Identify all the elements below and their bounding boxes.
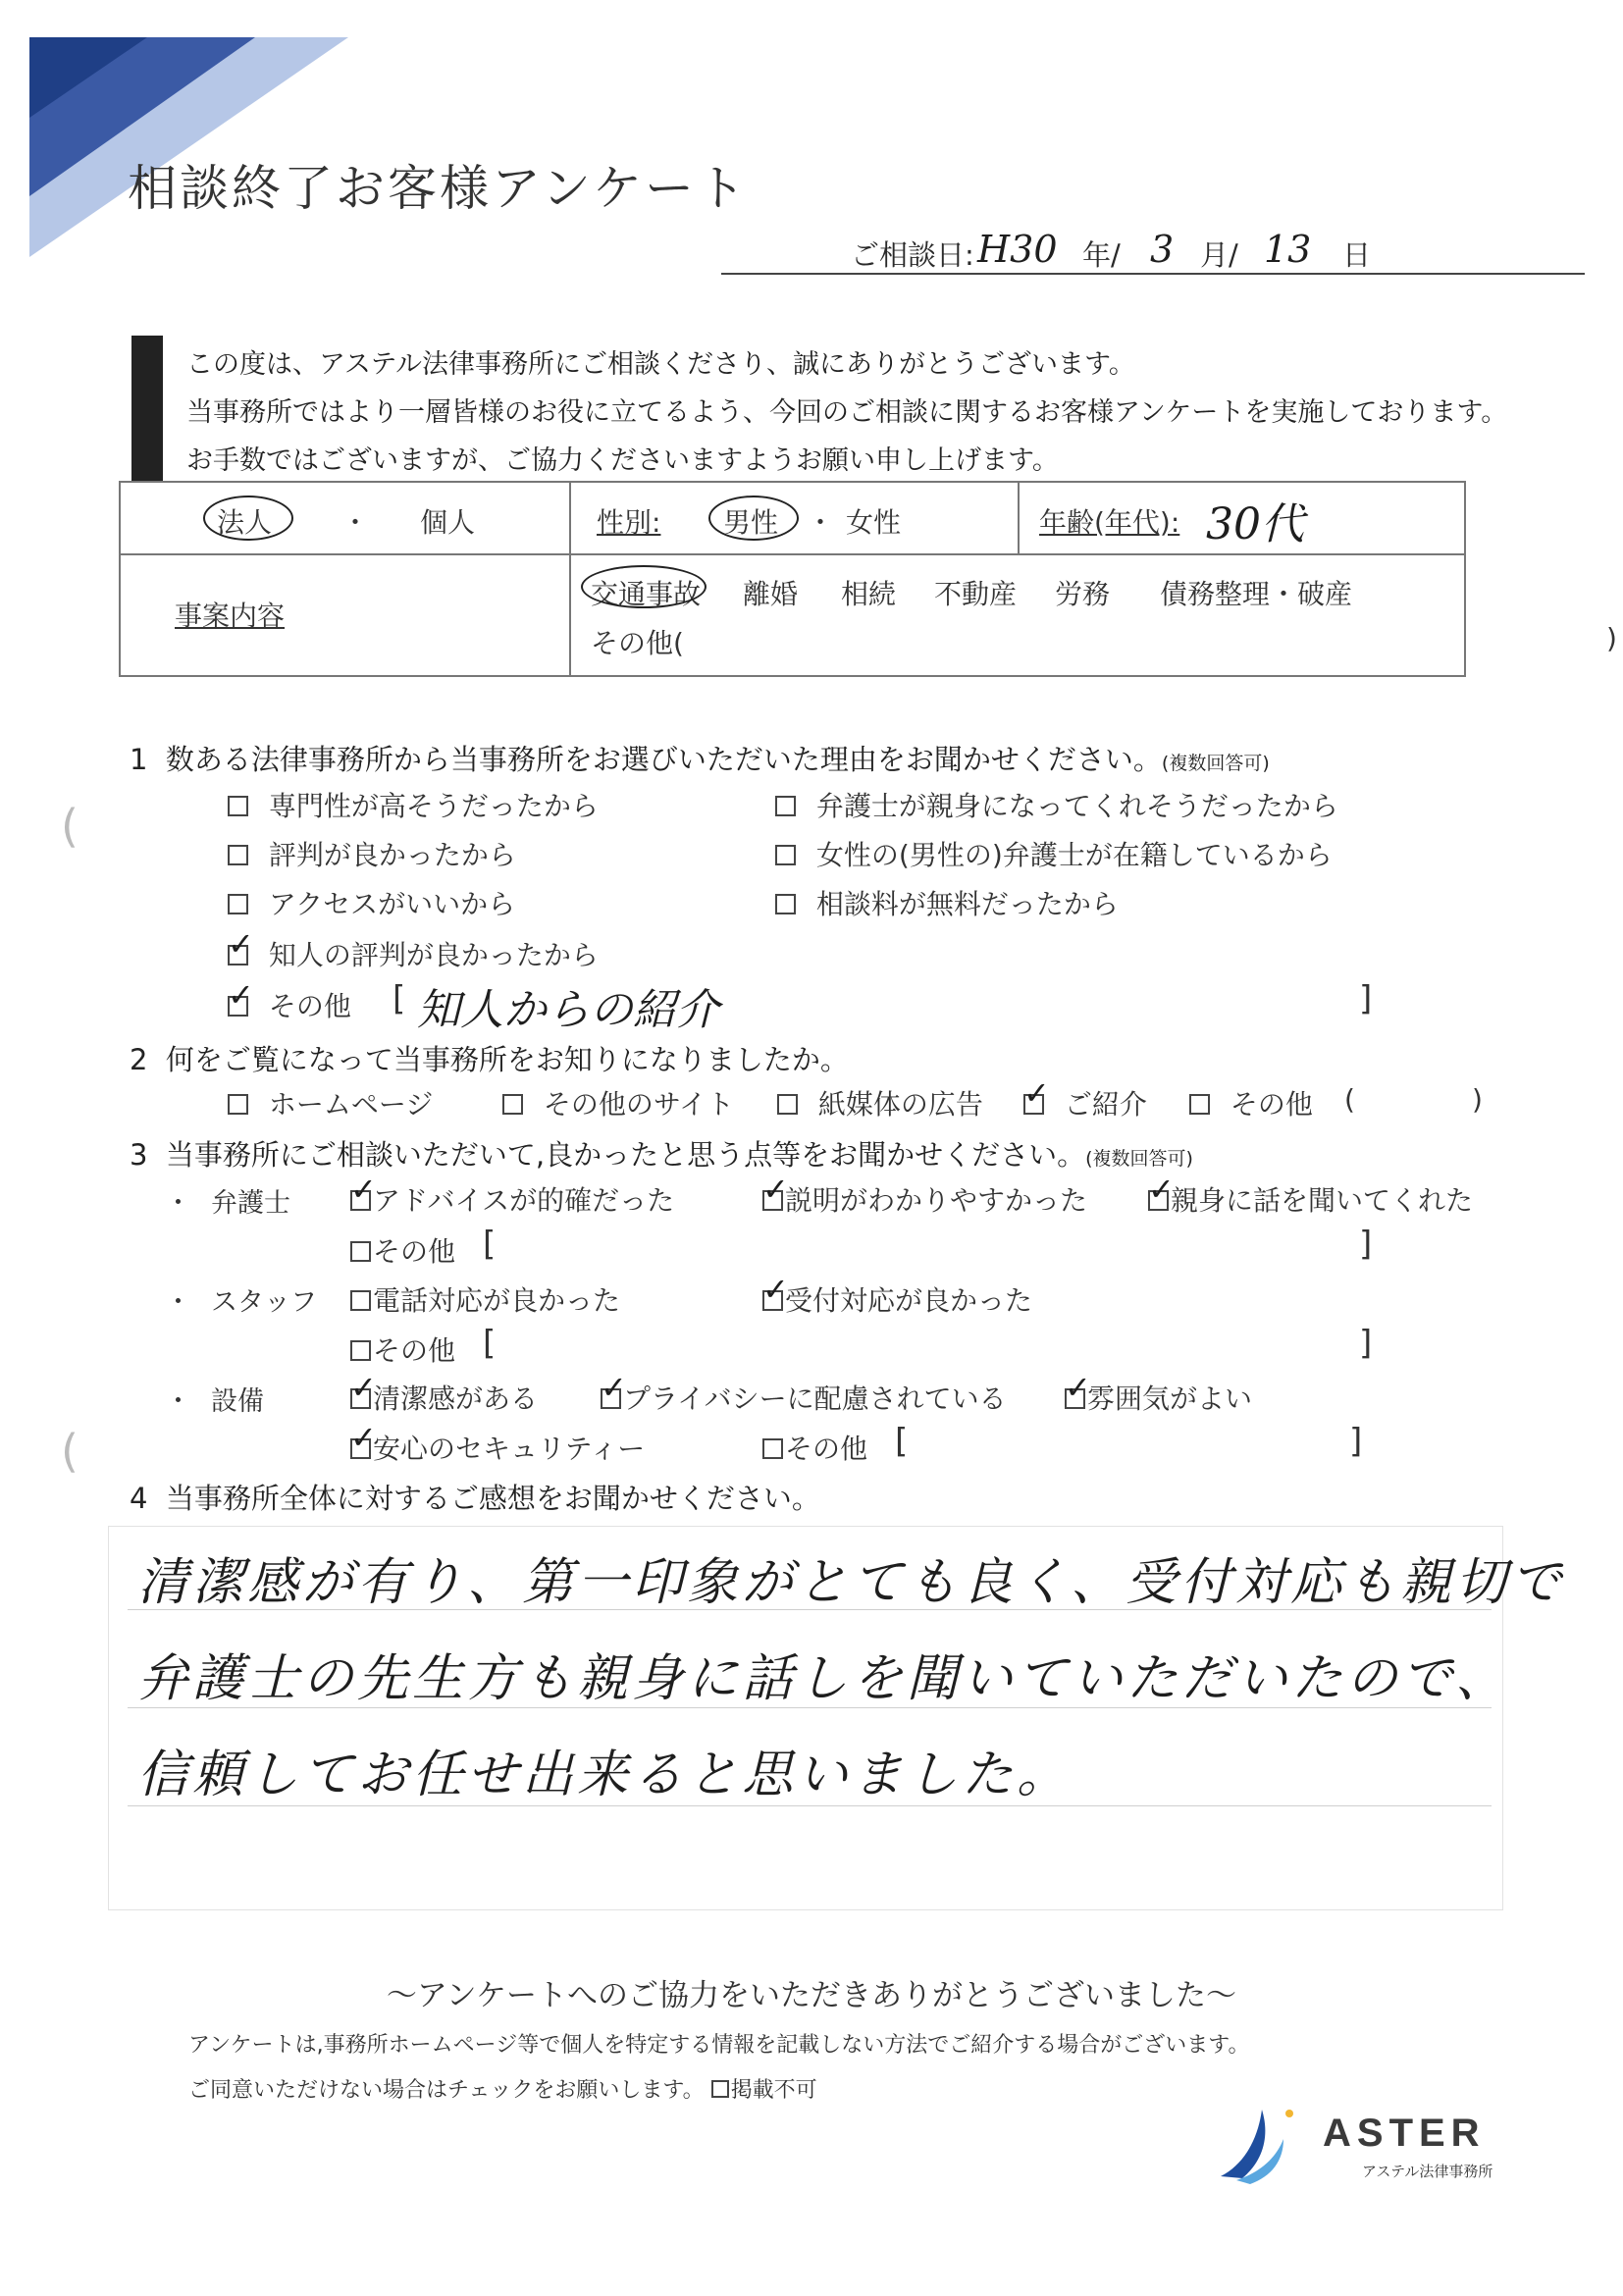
q1-other-bracket-close: ]	[1359, 979, 1373, 1018]
q2-option[interactable]	[777, 1083, 983, 1122]
bracket-open: [	[483, 1225, 497, 1264]
checkbox[interactable]	[502, 1094, 523, 1115]
footer-thanks: 〜アンケートへのご協力をいただきありがとうございました〜	[386, 1978, 1237, 2013]
q2-option-label: 紙媒体の広告	[817, 1088, 983, 1121]
bullet: ・	[165, 1188, 191, 1219]
q1-option-label: 女性の(男性の)弁護士が在籍しているから	[815, 839, 1333, 871]
footer-note-1: アンケートは,事務所ホームページ等で個人を特定する情報を記載しない方法でご紹介する場合がございます。	[188, 2033, 1250, 2058]
q1-option-label: 弁護士が親身になってくれそうだったから	[815, 790, 1338, 822]
q3-option-label: プライバシーに配慮されている	[623, 1383, 1007, 1415]
checkbox-checked[interactable]: ✓	[1023, 1094, 1044, 1115]
q4-text: 当事務所全体に対するご感想をお聞かせください。	[165, 1482, 820, 1515]
q3-option-label: 雰囲気がよい	[1087, 1383, 1253, 1415]
entity-selected-circle	[203, 496, 293, 541]
q1-option-label: 知人の評判が良かったから	[268, 939, 599, 971]
checkbox[interactable]	[350, 1340, 371, 1361]
q1-option[interactable]	[775, 834, 1333, 873]
intro-accent-bar	[131, 336, 163, 483]
q3-lawyer-label: 弁護士	[211, 1188, 290, 1219]
q1-question	[130, 738, 1270, 778]
q1-other-bracket-open: [	[393, 979, 406, 1018]
q1-option-label: 専門性が高そうだったから	[268, 790, 599, 822]
bracket-close: ]	[1349, 1422, 1363, 1461]
checkbox[interactable]	[775, 845, 796, 865]
age-label: 年齢(年代):	[1039, 506, 1180, 539]
q4-number: 4	[130, 1482, 148, 1515]
q2-option-label: その他のサイト	[543, 1088, 734, 1121]
q3-staff-label: スタッフ	[211, 1287, 317, 1318]
q2-option[interactable]	[228, 1083, 433, 1122]
q3-option[interactable]	[1148, 1170, 1474, 1219]
bracket-open: [	[895, 1422, 909, 1461]
entity-cell	[120, 482, 570, 554]
q3-option[interactable]	[350, 1230, 455, 1270]
case-label: 事案内容	[175, 600, 286, 632]
q3-facility-label: 設備	[211, 1386, 264, 1417]
q3-option[interactable]	[350, 1368, 539, 1417]
q1-option[interactable]	[228, 924, 599, 973]
checkbox[interactable]	[777, 1094, 798, 1115]
q1-option-label: その他	[268, 990, 351, 1022]
bullet: ・	[165, 1287, 191, 1318]
q4-answer-line-2: 弁護士の先生方も親身に話しを聞いていただいたので、	[137, 1649, 1510, 1708]
aster-logo-name: ASTER	[1323, 2112, 1486, 2155]
q3-option-label: 親身に話を聞いてくれた	[1171, 1184, 1474, 1217]
q4-answer-line-3: 信頼してお任せ出来ると思いました。	[137, 1746, 1073, 1804]
q2-option-label: ホームページ	[268, 1088, 434, 1121]
q1-option[interactable]	[228, 785, 599, 824]
entity-individual[interactable]: 個人	[420, 506, 476, 539]
page-title: 相談終了お客様アンケート	[128, 160, 749, 217]
checkbox-checked[interactable]: ✓	[228, 996, 248, 1017]
q3-option[interactable]	[1065, 1368, 1253, 1417]
entity-corp[interactable]: 法人	[217, 506, 273, 539]
bracket-open: [	[483, 1324, 497, 1363]
case-debt[interactable]: 債務整理・破産	[1160, 578, 1353, 610]
q3-option-label: 電話対応が良かった	[373, 1284, 621, 1317]
aster-logo-sub: アステル法律事務所	[1362, 2163, 1493, 2180]
q3-text: 当事務所にご相談いただいて,良かったと思う点等をお聞かせください。	[165, 1138, 1086, 1172]
q3-option-label: アドバイスが的確だった	[373, 1184, 675, 1217]
q2-other-open: (	[1344, 1083, 1355, 1116]
checkbox-checked[interactable]: ✓	[601, 1388, 621, 1409]
q3-option[interactable]	[350, 1330, 455, 1369]
checkbox[interactable]	[775, 796, 796, 816]
checkbox[interactable]	[1189, 1094, 1210, 1115]
intro-line-2: 当事務所ではより一層皆様のお役に立てるよう、今回のご相談に関するお客様アンケートを実施しております。	[186, 397, 1508, 428]
no-publish-label: 掲載不可	[730, 2078, 817, 2103]
day-unit: 日	[1342, 238, 1372, 272]
q2-other-close: )	[1472, 1083, 1483, 1116]
margin-mark: (	[61, 800, 79, 853]
margin-mark: (	[61, 1425, 79, 1478]
checkbox-checked[interactable]: ✓	[350, 1438, 371, 1459]
q4-answer-line-1: 清潔感が有り、第一印象がとても良く、受付対応も親切で	[137, 1553, 1565, 1612]
gender-label: 性別:	[597, 506, 661, 539]
age-value[interactable]: 30代	[1206, 499, 1304, 549]
q1-option[interactable]	[775, 785, 1338, 824]
q2-option[interactable]	[502, 1083, 734, 1122]
q1-option[interactable]	[775, 883, 1119, 922]
case-other-open[interactable]: その他(	[591, 627, 684, 659]
case-label-cell	[120, 554, 570, 676]
gender-sep: ・	[807, 506, 835, 539]
q3-option-label: 説明がわかりやすかった	[785, 1184, 1088, 1217]
checkbox[interactable]	[775, 894, 796, 914]
gender-cell	[570, 482, 1019, 554]
month-unit: 月/	[1200, 238, 1238, 272]
bracket-close: ]	[1359, 1225, 1373, 1264]
checkbox[interactable]	[228, 1094, 248, 1115]
q3-option[interactable]	[762, 1270, 1033, 1319]
consult-date-label: ご相談日:	[851, 238, 974, 272]
q1-option[interactable]	[228, 834, 516, 873]
aster-logo-mark	[1215, 2100, 1303, 2188]
q3-option[interactable]	[762, 1428, 867, 1467]
q2-option-label: ご紹介	[1064, 1088, 1147, 1121]
case-selected-circle	[581, 565, 707, 608]
q3-number: 3	[130, 1138, 148, 1172]
q3-option[interactable]	[350, 1279, 620, 1319]
intro-line-3: お手数ではございますが、ご協力くださいますようお願い申し上げます。	[186, 445, 1059, 476]
q3-option[interactable]	[350, 1170, 675, 1219]
checkbox[interactable]	[228, 796, 248, 816]
intro-line-1: この度は、アステル法律事務所にご相談くださり、誠にありがとうございます。	[186, 349, 1135, 380]
q3-option-label: 清潔感がある	[373, 1383, 539, 1415]
q3-option-label: その他	[785, 1433, 868, 1465]
q1-option[interactable]	[228, 975, 351, 1024]
q3-option-label: 受付対応が良かった	[785, 1284, 1033, 1317]
corner-banner	[0, 0, 353, 265]
q3-note: (複数回答可)	[1085, 1148, 1193, 1170]
q1-other-value[interactable]: 知人からの紹介	[417, 985, 719, 1035]
case-inheritance[interactable]: 相続	[841, 578, 897, 610]
checkbox[interactable]	[228, 894, 248, 914]
q2-number: 2	[130, 1043, 148, 1076]
case-other-close: )	[1606, 622, 1617, 654]
gender-selected-circle	[708, 496, 799, 541]
q2-option-label: その他	[1230, 1088, 1313, 1121]
checkbox-checked[interactable]: ✓	[762, 1190, 783, 1211]
consult-month: 3	[1150, 228, 1175, 271]
checkbox-checked[interactable]: ✓	[228, 945, 248, 965]
no-publish-checkbox[interactable]	[711, 2080, 729, 2098]
q1-number: 1	[130, 743, 148, 776]
checkbox-checked[interactable]: ✓	[350, 1190, 371, 1211]
checkbox-checked[interactable]: ✓	[762, 1290, 783, 1311]
q4-question	[130, 1477, 820, 1517]
checkbox-checked[interactable]: ✓	[1148, 1190, 1169, 1211]
aster-logo	[1215, 2100, 1529, 2188]
gender-female[interactable]: 女性	[846, 506, 902, 539]
checkbox[interactable]	[228, 845, 248, 865]
checkbox[interactable]	[762, 1438, 783, 1459]
case-labor[interactable]: 労務	[1055, 578, 1111, 610]
q1-option-label: 評判が良かったから	[268, 839, 516, 871]
checkbox-checked[interactable]: ✓	[350, 1388, 371, 1409]
q1-option-label: アクセスがいいから	[268, 888, 516, 920]
q2-question	[130, 1038, 849, 1078]
case-divorce[interactable]: 離婚	[743, 578, 799, 610]
q1-note: (複数回答可)	[1161, 753, 1270, 774]
checkbox-checked[interactable]: ✓	[1065, 1388, 1085, 1409]
q3-option[interactable]	[762, 1170, 1088, 1219]
case-types-cell	[570, 554, 1617, 676]
bracket-close: ]	[1359, 1324, 1373, 1363]
q1-text: 数ある法律事務所から当事務所をお選びいただいた理由をお聞かせください。	[165, 743, 1162, 776]
footer-note-2-row	[188, 2073, 817, 2104]
case-traffic[interactable]: 交通事故	[591, 578, 702, 610]
q2-option[interactable]	[1023, 1073, 1147, 1122]
q3-question	[130, 1133, 1193, 1174]
q3-option-label: 安心のセキュリティー	[373, 1433, 646, 1465]
q2-option[interactable]	[1189, 1083, 1313, 1122]
checkbox[interactable]	[350, 1290, 371, 1311]
footer-note-2: ご同意いただけない場合はチェックをお願いします。	[188, 2078, 705, 2103]
q3-option[interactable]	[601, 1368, 1007, 1417]
bullet: ・	[165, 1386, 191, 1417]
entity-sep: ・	[341, 506, 370, 539]
q1-option-label: 相談料が無料だったから	[815, 888, 1119, 920]
q3-option[interactable]	[350, 1418, 646, 1467]
case-real-estate[interactable]: 不動産	[934, 578, 1018, 610]
age-cell	[1019, 482, 1465, 554]
q1-option[interactable]	[228, 883, 515, 922]
gender-male[interactable]: 男性	[723, 506, 779, 539]
q2-text: 何をご覧になって当事務所をお知りになりましたか。	[165, 1043, 849, 1076]
consult-day: 13	[1264, 228, 1312, 271]
year-unit: 年/	[1082, 238, 1121, 272]
q3-option-label: その他	[373, 1235, 456, 1268]
consult-year: H30	[977, 228, 1058, 271]
info-table	[119, 481, 1617, 677]
checkbox[interactable]	[350, 1241, 371, 1262]
q3-option-label: その他	[373, 1334, 456, 1367]
